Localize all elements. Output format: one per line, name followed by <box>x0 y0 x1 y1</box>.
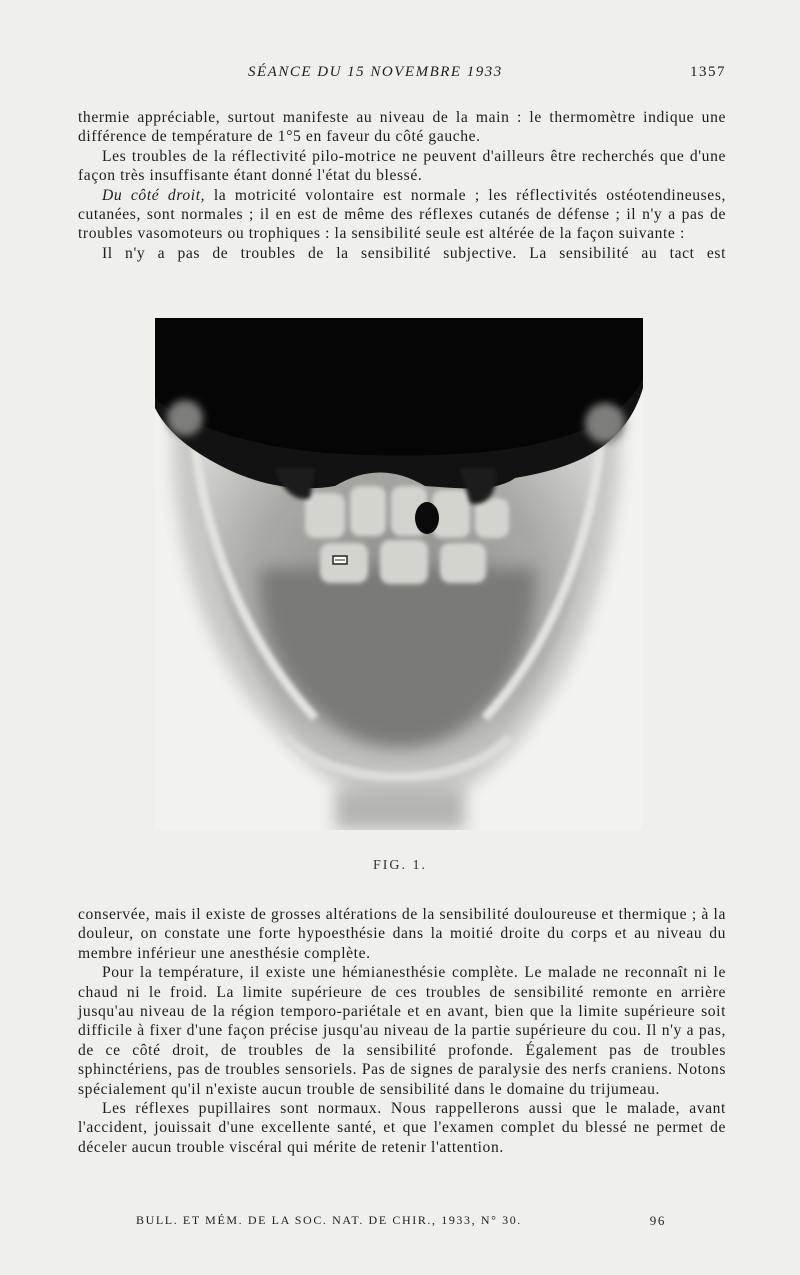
page-number: 1357 <box>690 64 726 80</box>
paragraph: Les troubles de la réflectivité pilo-motrice ne peuvent d'ailleurs être recherchés que d'une façon très insuffisante étant donné l'état du blessé. <box>78 147 726 185</box>
text-block-bottom <box>78 905 726 1157</box>
paragraph: Pour la température, il existe une hémianesthésie complète. Le malade ne reconnaît ni le chaud ni le froid. La limite supérieure de ces troubles de sensibilité remonte en arrière jusqu'au niveau de la région temporo-pariétale et en avant, bien que la limite supérieure soit difficile à fixer d'une façon précise jusqu'au niveau de la partie supérieure du cou. Il n'y a pas, de ce côté droit, de troubles de la sensibilité profonde. Également pas de troubles sphinctériens, pas de troubles sensoriels. Pas de signes de paralysie des nerfs craniens. Notons spécialement qu'il n'existe aucun trouble de sensibilité dans le domaine du trijumeau. <box>78 964 726 1098</box>
paragraph: Les réflexes pupillaires sont normaux. Nous rappellerons aussi que le malade, avant l'accident, jouissait d'une excellente santé, et que l'examen complet du blessé ne permet de déceler aucun trouble viscéral qui mérite de retenir l'attention. <box>78 1100 726 1156</box>
paragraph: thermie appréciable, surtout manifeste au niveau de la main : le thermomètre indique une différence de température de 1°5 en faveur du côté gauche. <box>78 109 726 146</box>
emphasis-cote-droit: Du côté droit, <box>102 186 206 204</box>
text-block-top <box>78 108 726 263</box>
xray-image <box>155 318 643 830</box>
xray-figure <box>155 318 643 830</box>
page-footer <box>136 1213 666 1233</box>
paragraph: Il n'y a pas de troubles de la sensibilité subjective. La sensibilité au tact est <box>102 244 726 262</box>
paragraph-cote-droit <box>78 186 726 244</box>
footer-publication: BULL. ET MÉM. DE LA SOC. NAT. DE CHIR., 1933, N° 30. <box>136 1213 522 1227</box>
paragraph-text: la motricité volontaire est normale ; les réflectivités ostéotendineuses, cutanées, sont normales ; il en est de même des réflexes cutanés de défense ; il n'y a pas de troubles vasomoteurs ou trophiques : la sensibilité seule est altérée de la façon suivante : <box>78 186 726 243</box>
footer-sheet-number: 96 <box>649 1213 666 1228</box>
figure-caption: FIG. 1. <box>372 858 428 873</box>
header-title: SÉANCE DU 15 NOVEMBRE 1933 <box>248 64 503 80</box>
running-header <box>78 64 726 86</box>
paragraph: conservée, mais il existe de grosses altérations de la sensibilité douloureuse et thermique ; à la douleur, on constate une forte hypoesthésie dans la moitié droite du corps et au niveau du membre inférieur une anesthésie complète. <box>78 906 726 962</box>
